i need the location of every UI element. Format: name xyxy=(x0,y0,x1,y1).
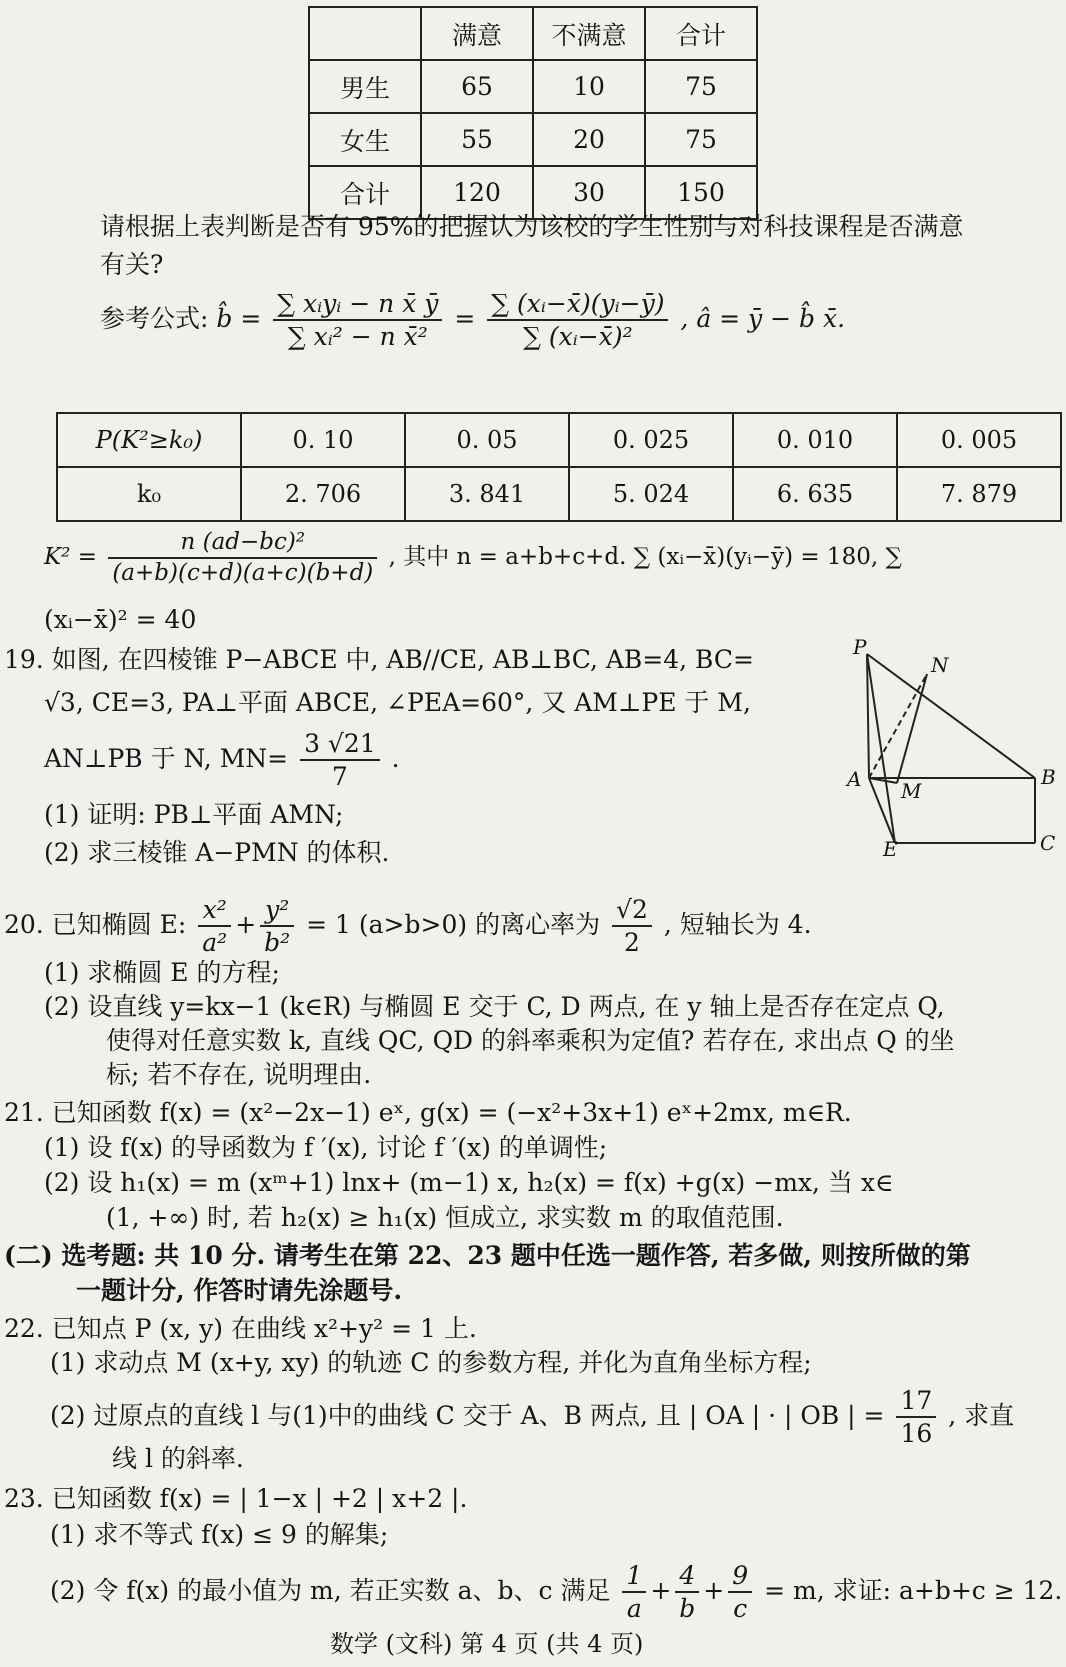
q20-text-part: , 短轴长为 4. xyxy=(663,909,812,939)
q21-text: 21. 已知函数 f(x) = (x²−2x−1) eˣ, g(x) = (−x²+3x+1) eˣ+2mx, m∈R. xyxy=(4,1098,852,1127)
q22-text-part: , 求直 xyxy=(948,1400,1015,1430)
numerator: n (ad−bc)² xyxy=(108,528,377,559)
fraction xyxy=(896,1385,936,1450)
table-cell: P(K²≥k₀) xyxy=(57,413,241,467)
numerator: 3 √21 xyxy=(300,728,380,761)
denominator: a² xyxy=(202,928,228,958)
question-text: 请根据上表判断是否有 95%的把握认为该校的学生性别与对科技课程是否满意 xyxy=(100,212,964,241)
denominator: ∑ xᵢ² − n x̄² xyxy=(287,322,428,352)
table-row xyxy=(57,467,1061,521)
fraction xyxy=(260,894,294,959)
q19-text: 19. 如图, 在四棱锥 P−ABCE 中, AB//CE, AB⊥BC, AB=4, BC= xyxy=(4,645,754,674)
numerator: √2 xyxy=(612,894,652,927)
table-cell: 3. 841 xyxy=(405,467,569,521)
section-heading: (二) 选考题: 共 10 分. 请考生在第 22、23 题中任选一题作答, 若多做, 则按所做的第 xyxy=(4,1241,971,1270)
numerator: 17 xyxy=(896,1385,936,1418)
pyramid-figure xyxy=(835,638,1065,858)
label-N: N xyxy=(931,653,949,677)
numerator: ∑ xᵢyᵢ − n x̄ ȳ xyxy=(273,288,442,321)
table-cell: 0. 10 xyxy=(241,413,405,467)
fraction xyxy=(198,894,231,959)
q19-part1: (1) 证明: PB⊥平面 AMN; xyxy=(44,800,344,829)
denominator: 2 xyxy=(624,928,640,958)
table-cell: 120 xyxy=(421,166,533,219)
label-E: E xyxy=(883,837,898,858)
denominator: a xyxy=(626,1594,642,1624)
q20-part2: 标; 若不存在, 说明理由. xyxy=(106,1060,372,1089)
q22-part2 xyxy=(50,1385,1014,1450)
fraction xyxy=(622,1560,646,1625)
table-row xyxy=(309,7,757,60)
numerator: x² xyxy=(198,894,231,927)
q21-part1: (1) 设 f(x) 的导函数为 f ′(x), 讨论 f ′(x) 的单调性; xyxy=(44,1133,608,1162)
numerator: 4 xyxy=(675,1560,699,1593)
fraction xyxy=(675,1560,699,1625)
a-hat: , â = ȳ − b̂ x̄. xyxy=(680,303,846,333)
label-C: C xyxy=(1040,831,1056,855)
q23-text: 23. 已知函数 f(x) = | 1−x | +2 | x+2 |. xyxy=(4,1484,468,1513)
label-A: A xyxy=(847,767,862,791)
q22-text: 22. 已知点 P (x, y) 在曲线 x²+y² = 1 上. xyxy=(4,1314,477,1343)
table-cell: 30 xyxy=(533,166,645,219)
label-B: B xyxy=(1041,765,1056,789)
q23-text-part: = m, 求证: a+b+c ≥ 12. xyxy=(764,1575,1063,1605)
q19-text: √3, CE=3, PA⊥平面 ABCE, ∠PEA=60°, 又 AM⊥PE 于 M, xyxy=(44,688,751,717)
denominator: ∑ (xᵢ−x̄)² xyxy=(523,322,633,352)
q23-text-part: (2) 令 f(x) 的最小值为 m, 若正实数 a、b、c 满足 xyxy=(50,1575,611,1605)
table-cell: 0. 005 xyxy=(897,413,1061,467)
table-cell: 女生 xyxy=(309,113,421,166)
k-squared-formula xyxy=(44,528,902,588)
q23-part1: (1) 求不等式 f(x) ≤ 9 的解集; xyxy=(50,1520,389,1549)
fraction xyxy=(728,1560,752,1625)
q22-part2: 线 l 的斜率. xyxy=(112,1444,244,1473)
formula-text: , 其中 n = a+b+c+d. ∑ (xᵢ−x̄)(yᵢ−ȳ) = 180, ∑ xyxy=(388,543,902,570)
q19-text-part: . xyxy=(391,743,400,773)
denominator: (a+b)(c+d)(a+c)(b+d) xyxy=(112,559,374,586)
fraction xyxy=(487,288,668,353)
q20-text xyxy=(4,894,812,959)
formula-label: 参考公式: xyxy=(100,303,209,333)
denominator: b² xyxy=(264,928,291,958)
fraction xyxy=(300,728,380,793)
plus-sign: + xyxy=(235,909,257,939)
q22-part1: (1) 求动点 M (x+y, xy) 的轨迹 C 的参数方程, 并化为直角坐标方程; xyxy=(50,1348,812,1377)
q22-text-part: (2) 过原点的直线 l 与(1)中的曲线 C 交于 A、B 两点, 且 | OA | · | OB | = xyxy=(50,1400,885,1430)
b-hat: b̂ = xyxy=(216,303,262,333)
critical-value-table xyxy=(56,412,1062,522)
fraction xyxy=(273,288,442,353)
table-cell: 2. 706 xyxy=(241,467,405,521)
q21-part2: (1, +∞) 时, 若 h₂(x) ≥ h₁(x) 恒成立, 求实数 m 的取值范围. xyxy=(106,1203,784,1232)
q19-text xyxy=(44,728,400,793)
table-cell: 75 xyxy=(645,60,757,113)
q19-part2: (2) 求三棱锥 A−PMN 的体积. xyxy=(44,838,390,867)
q20-part2: (2) 设直线 y=kx−1 (k∈R) 与椭圆 E 交于 C, D 两点, 在 y 轴上是否存在定点 Q, xyxy=(44,992,945,1021)
denominator: 16 xyxy=(900,1419,933,1449)
table-cell: 55 xyxy=(421,113,533,166)
fraction xyxy=(108,528,377,588)
numerator: 1 xyxy=(622,1560,646,1593)
table-cell: 10 xyxy=(533,60,645,113)
table-row xyxy=(57,413,1061,467)
q23-part2: (2) 令 f(x) 的最小值为 m, 若正实数 a、b、c 满足 $\frac{1}{a}$ + $\frac{4}{b}$ + $\frac{9}{c}$ = m, 求证: a+b+c ≥ 12. xyxy=(50,1561,1063,1624)
numerator: ∑ (xᵢ−x̄)(yᵢ−ȳ) xyxy=(487,288,668,321)
table-cell: 6. 635 xyxy=(733,467,897,521)
numerator: 9 xyxy=(728,1560,752,1593)
numerator: y² xyxy=(260,894,294,927)
satisfaction-table xyxy=(308,6,758,220)
section-heading: 一题计分, 作答时请先涂题号. xyxy=(76,1276,403,1305)
table-cell: 合计 xyxy=(645,7,757,60)
q20-part2: 使得对任意实数 k, 直线 QC, QD 的斜率乘积为定值? 若存在, 求出点 Q 的坐 xyxy=(106,1026,955,1055)
question-text: 有关? xyxy=(100,250,164,279)
formula-continuation: (xᵢ−x̄)² = 40 xyxy=(44,605,197,634)
page-footer: 数学 (文科) 第 4 页 (共 4 页) xyxy=(330,1630,644,1658)
table-cell: 0. 05 xyxy=(405,413,569,467)
q20-text-part: 20. 已知椭圆 E: xyxy=(4,909,187,939)
fraction xyxy=(612,894,652,959)
table-cell: 20 xyxy=(533,113,645,166)
table-cell: 150 xyxy=(645,166,757,219)
q20-part1: (1) 求椭圆 E 的方程; xyxy=(44,958,280,987)
reference-formula: 参考公式: b̂ = $\frac{\text{∑ xᵢyᵢ − n x̄ ȳ}}{\text{∑ xᵢ² − n x̄²}}$ = $\frac{\text{∑ (xᵢ−x̄)(yᵢ−ȳ)}}{\text{∑ (xᵢ−x̄)²}}$ , â = ȳ − b̂ x̄. xyxy=(100,289,846,352)
table-cell: 75 xyxy=(645,113,757,166)
table-row xyxy=(309,60,757,113)
table-cell: 0. 025 xyxy=(569,413,733,467)
table-cell: k₀ xyxy=(57,467,241,521)
table-cell: 5. 024 xyxy=(569,467,733,521)
label-P: P xyxy=(853,638,867,659)
table-cell: 65 xyxy=(421,60,533,113)
table-cell: 7. 879 xyxy=(897,467,1061,521)
denominator: 7 xyxy=(331,762,348,792)
table-row xyxy=(309,113,757,166)
q21-part2: (2) 设 h₁(x) = m (xᵐ+1) lnx+ (m−1) x, h₂(x) = f(x) +g(x) −mx, 当 x∈ xyxy=(44,1168,894,1197)
q19-text-part: AN⊥PB 于 N, MN= xyxy=(44,743,289,773)
table-cell: 0. 010 xyxy=(733,413,897,467)
table-cell: 满意 xyxy=(421,7,533,60)
label-M: M xyxy=(901,779,922,803)
table-cell: 男生 xyxy=(309,60,421,113)
table-cell: 不满意 xyxy=(533,7,645,60)
denominator: b xyxy=(679,1594,696,1624)
q20-text-part: = 1 (a>b>0) 的离心率为 xyxy=(306,909,601,939)
table-cell: 合计 xyxy=(309,166,421,219)
table-cell xyxy=(309,7,421,60)
formula-lhs: K² = xyxy=(44,543,97,570)
denominator: c xyxy=(733,1594,748,1624)
